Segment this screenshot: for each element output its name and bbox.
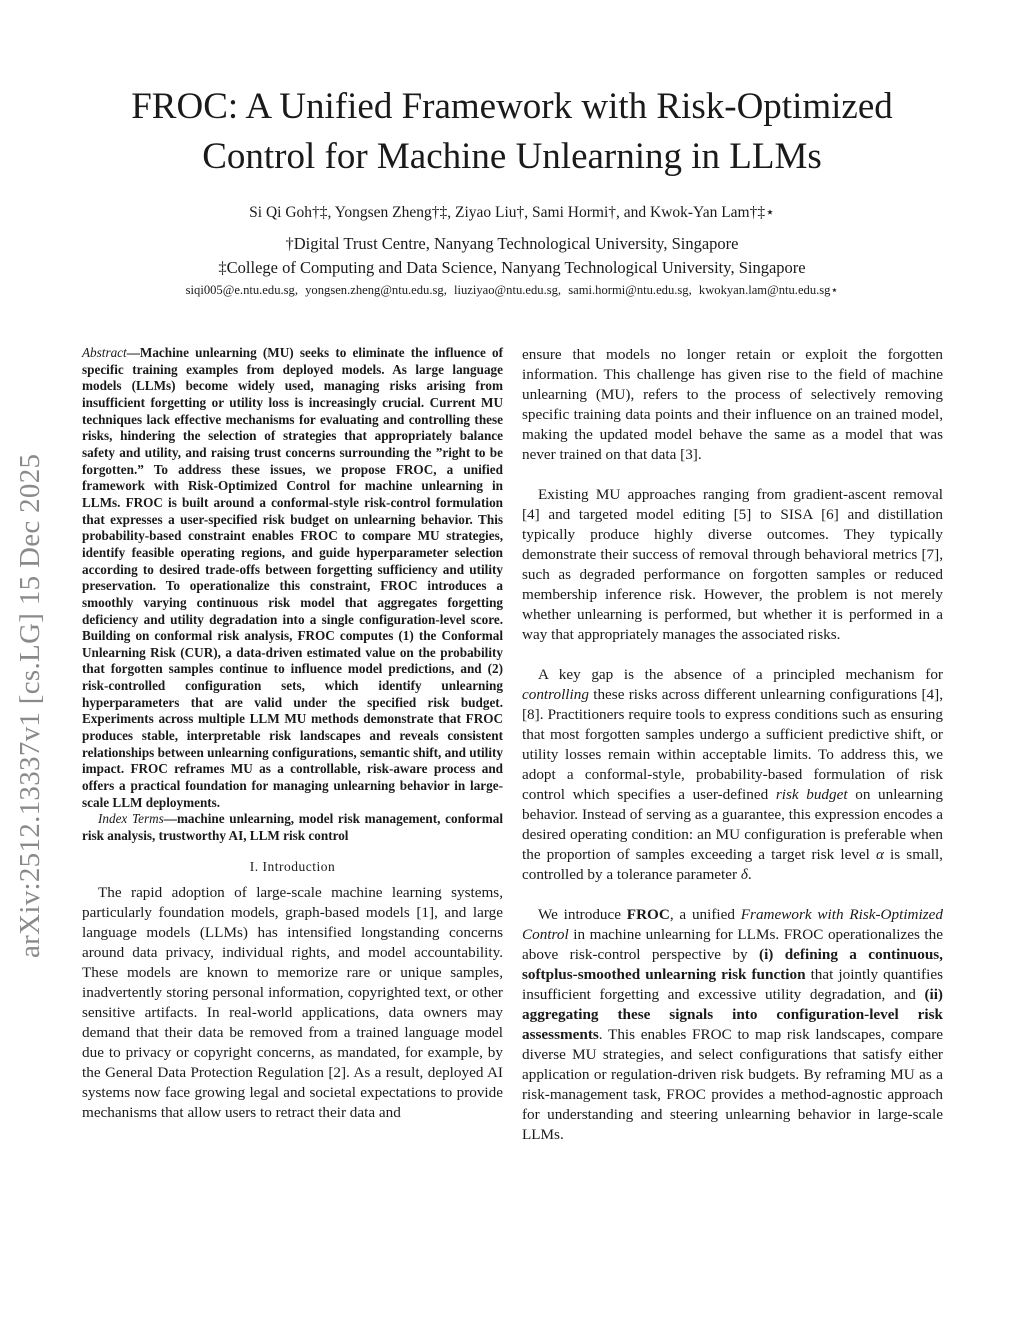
paragraph (82, 883, 503, 1123)
title-line: FROC: A Unified Framework with Risk-Optimized (131, 86, 893, 127)
text-run: these risks across different unlearning configurations [4], [8]. Practitioners require tools to express conditions such as ensuring that most forgotten samples undergo a sufficient predictive shift, or utility losses remain within acceptable limits. To address this, we adopt a conformal-style, probability-based formulation of risk control which specifies a user-defined (522, 686, 943, 803)
left-column (82, 345, 503, 1123)
paragraph (522, 485, 943, 645)
abstract (82, 345, 503, 845)
paragraph (522, 905, 943, 1145)
text-run: is small, controlled by a tolerance parameter (522, 846, 943, 883)
title-line: Control for Machine Unlearning in LLMs (202, 136, 822, 177)
text-run: in machine unlearning for LLMs. FROC operationalizes the above risk-control perspective by (522, 926, 943, 963)
text-run: δ (740, 866, 748, 883)
affiliation: ‡College of Computing and Data Science, Nanyang Technological University, Singapore (218, 258, 806, 277)
section-heading: I. Introduction (249, 858, 336, 874)
abstract-text: —Machine unlearning (MU) seeks to eliminate the influence of specific training examples from deployed models. As large language models (LLMs) become widely used, managing risks arising from insufficient forgetting or utility loss is increasingly crucial. Current MU techniques lack effective mechanisms for evaluating and controlling these risks, hindering the selection of strategies that appropriately balance safety and utility, and raising trust concerns surrounding the ”right to be forgotten.” To address these issues, we propose FROC, a unified framework with Risk-Optimized Control for machine unlearning in LLMs. FROC is built around a conformal-style risk-control formulation that expresses a user-specified risk budget on unlearning behavior. This probability-based constraint enables FROC to compare MU strategies, identify feasible operating regions, and guide hyperparameter selection according to desired trade-offs between forgetting sufficiency and utility preservation. To operationalize this constraint, FROC introduces a smoothly varying continuous risk model that aggregates forgetting deficiency and utility degradation into a single configuration-level score. Building on conformal risk analysis, FROC computes (1) the Conformal Unlearning Risk (CUR), a data-driven estimated value on the probability that forgotten samples continue to influence model predictions, and (2) risk-controlled configuration sets, which identify unlearning hyperparameters that are valid under the specified risk budget. Experiments across multiple LLM MU methods demonstrate that FROC produces stable, interpretable risk landscapes and reveals consistent relationships between unlearning configurations, semantic shift, and utility impact. FROC reframes MU as a controllable, risk-aware process and offers a practical foundation for managing unlearning behavior in large-scale LLM deployments. (82, 345, 503, 810)
text-run: Framework with Risk-Optimized Control (522, 906, 943, 943)
text-run: risk budget (775, 786, 848, 803)
index-terms-label: Index Terms (98, 811, 164, 827)
arxiv-identifier: arXiv:2512.13337v1 [cs.LG] 15 Dec 2025 (14, 453, 46, 958)
index-terms-text: —machine unlearning, model risk management, conformal risk analysis, trustworthy AI, LLM risk control (82, 811, 503, 844)
text-run: ensure that models no longer retain or exploit the forgotten information. This challenge has given rise to the field of machine unlearning (MU), refers to the process of selectively removing specific training data points and their influence on an trained model, making the updated model behave the same as a model that was never trained on that data [3]. (522, 346, 943, 463)
text-run: . (747, 866, 752, 883)
text-run: controlling (522, 686, 589, 703)
text-run: (ii) aggregating these signals into configuration-level risk assessments (522, 986, 943, 1043)
affiliation: †Digital Trust Centre, Nanyang Technological University, Singapore (285, 234, 739, 253)
text-run: α (875, 846, 884, 863)
abstract-label: Abstract (82, 345, 127, 360)
author-list: Si Qi Goh†‡, Yongsen Zheng†‡, Ziyao Liu†, Sami Hormi†, and Kwok-Yan Lam†‡⋆ (249, 204, 775, 221)
paper-title (0, 82, 1024, 182)
text-run: that jointly quantifies insufficient forgetting and excessive utility degradation, and (522, 966, 943, 1003)
text-run: We introduce (538, 906, 627, 923)
text-run: Existing MU approaches ranging from gradient-ascent removal [4] and targeted model editing [5] to SISA [6] and distillation typically produce highly diverse outcomes. They typically demonstrate their success of removal through behavioral metrics [7], such as degraded performance on forgotten samples or reduced membership inference risk. However, the problem is not merely whether unlearning is performed, but whether it is performed in a way that appropriately manages the associated risks. (522, 486, 943, 643)
intro-left-body (82, 883, 503, 1123)
text-run: on unlearning behavior. Instead of serving as a guarantee, this expression encodes a desired operating condition: an MU configuration is preferable when the proportion of samples exceeding a target risk level (522, 786, 943, 863)
paragraph (522, 345, 943, 465)
text-run: , a unified (669, 906, 741, 923)
right-column (522, 345, 943, 1165)
author-emails: siqi005@e.ntu.edu.sg, yongsen.zheng@ntu.edu.sg, liuziyao@ntu.edu.sg, sami.hormi@ntu.edu.sg, kwokyan.lam@ntu.edu.sg⋆ (185, 283, 839, 297)
paragraph (522, 665, 943, 885)
text-run: The rapid adoption of large-scale machine learning systems, particularly foundation models, graph-based models [1], and large language models (LLMs) has intensified longstanding concerns around data privacy, individual rights, and model accountability. These models are known to memorize rare or unique samples, inadvertently storing personal information, copyrighted text, or other sensitive artifacts. In real-world applications, data owners may demand that their data be removed from a trained language model due to privacy or copyright concerns, as mandated, for example, by the General Data Protection Regulation [2]. As a result, deployed AI systems now face growing legal and societal expectations to provide mechanisms that allow users to retract their data and (82, 883, 503, 1121)
text-run: FROC (626, 906, 670, 923)
text-run: (i) defining a continuous, softplus-smoothed unlearning risk function (522, 946, 943, 983)
text-run: . This enables FROC to map risk landscapes, compare diverse MU strategies, and select configurations that satisfy either application or regulation-driven risk budgets. By reframing MU as a risk-management task, FROC provides a method-agnostic approach for understanding and steering unlearning behavior in large-scale LLMs. (522, 1026, 943, 1143)
text-run: A key gap is the absence of a principled mechanism for (538, 666, 943, 683)
